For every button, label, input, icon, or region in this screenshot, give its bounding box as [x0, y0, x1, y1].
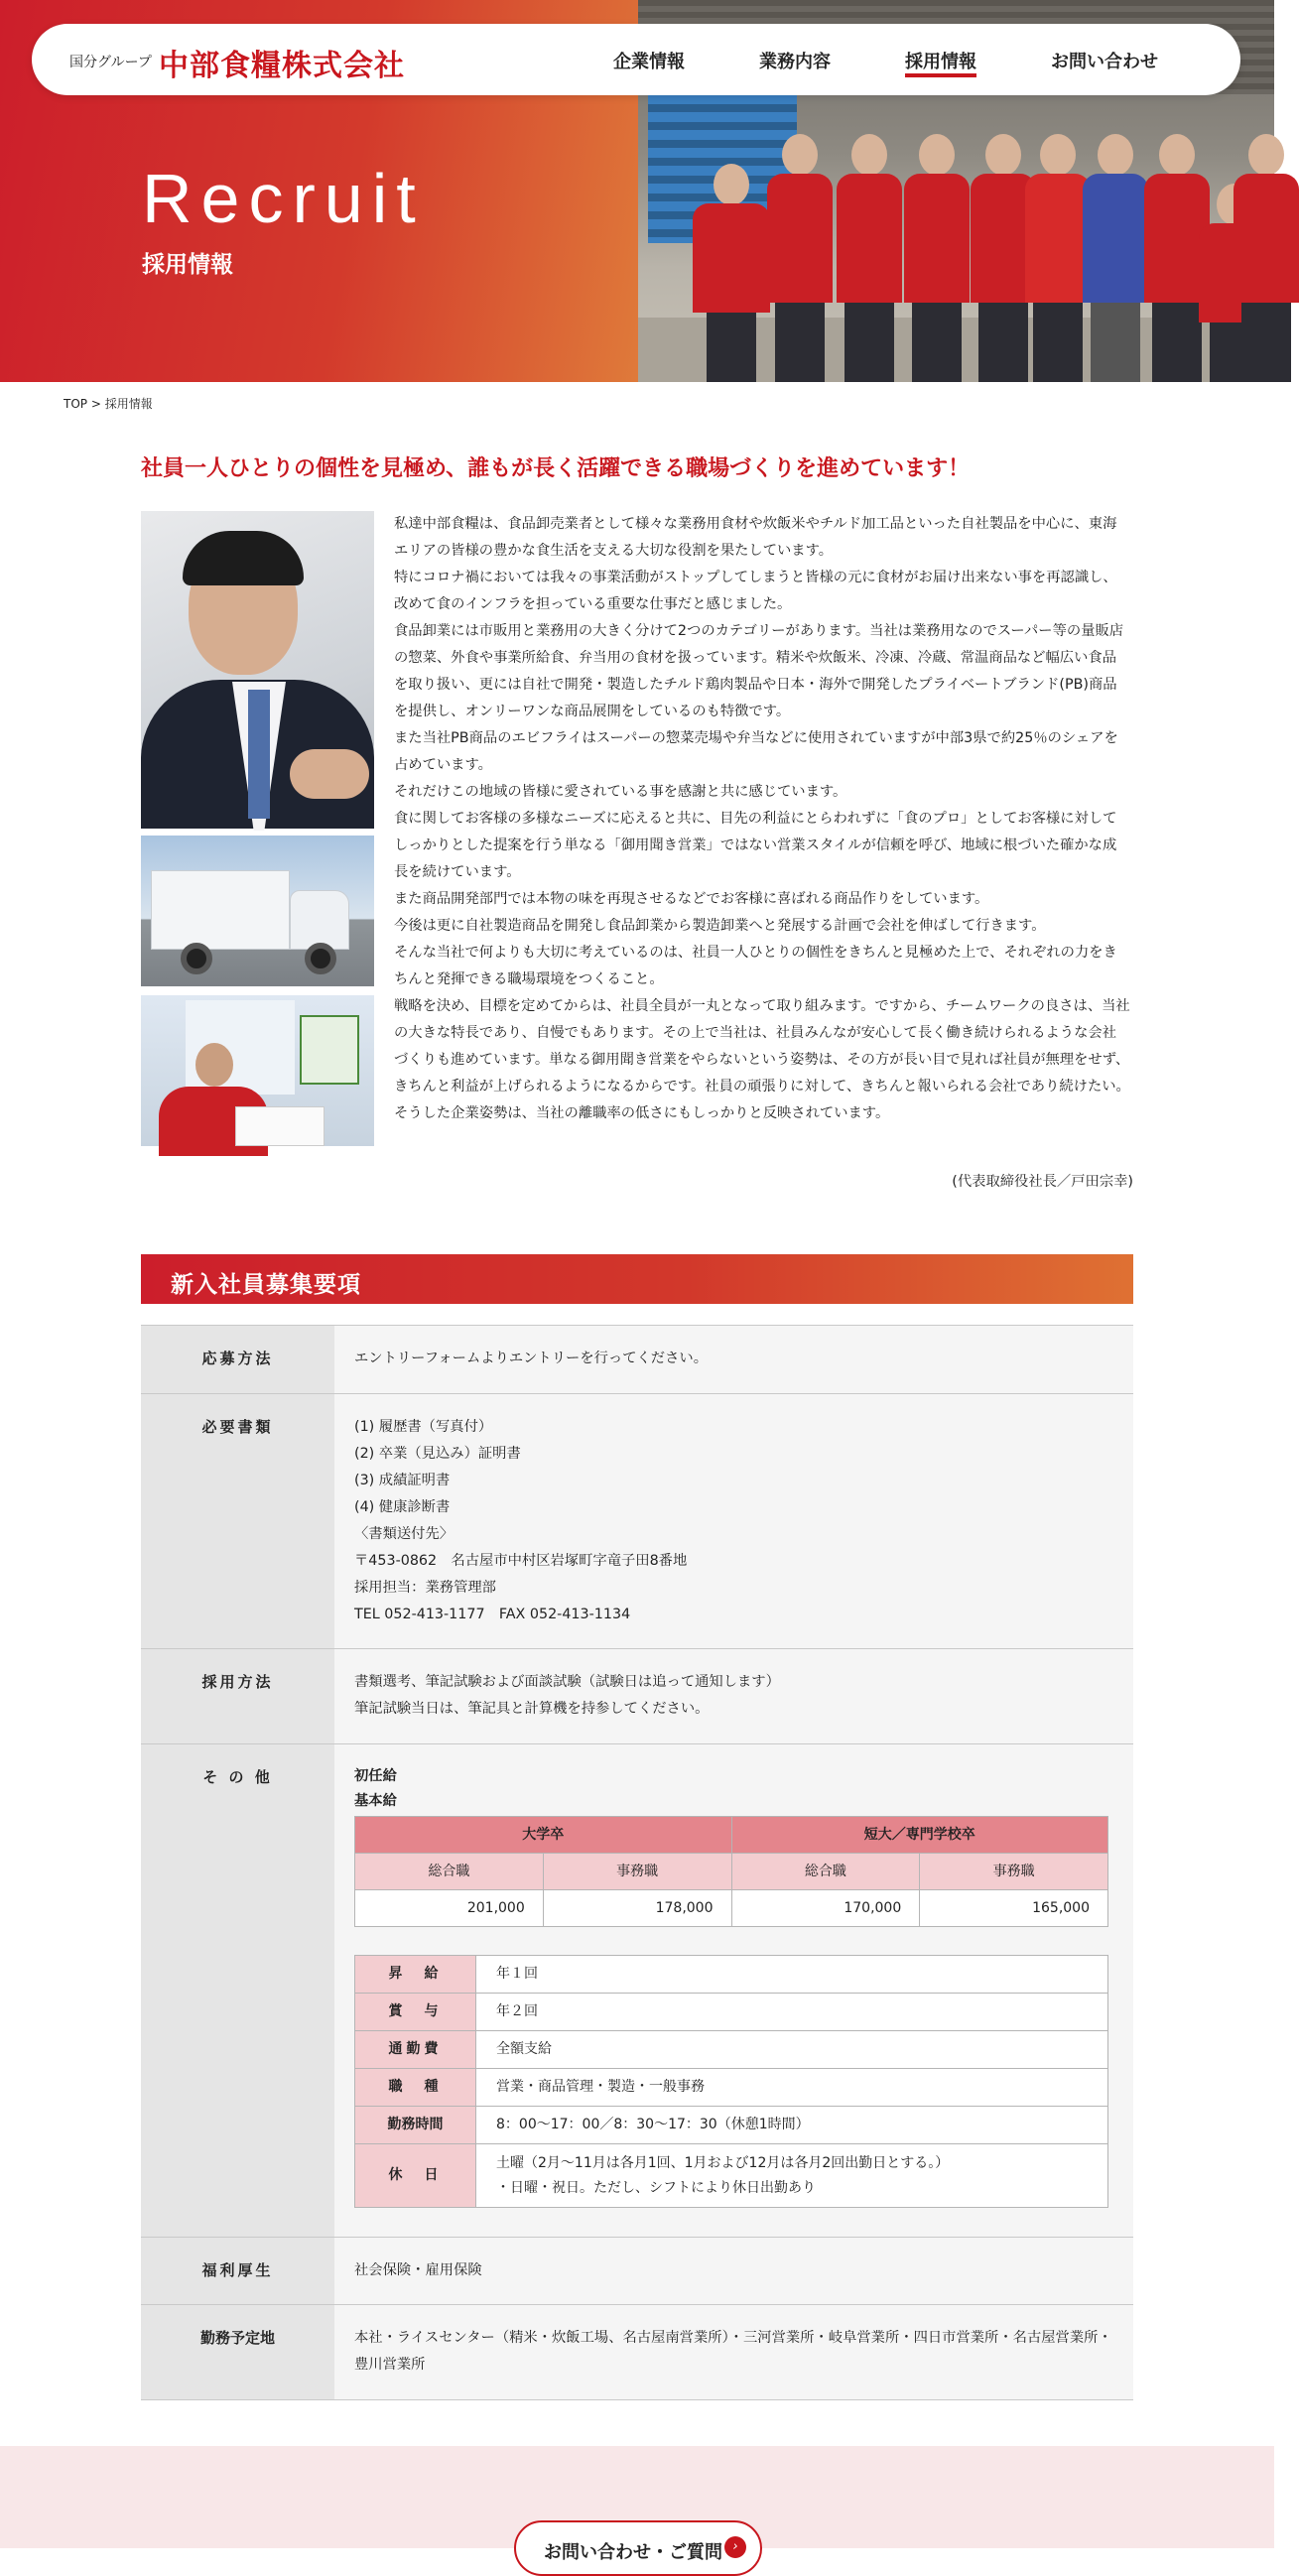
cond-label: 通勤費 [355, 2031, 476, 2069]
row-label: 勤務予定地 [141, 2305, 334, 2399]
message-paragraph: また当社PB商品のエビフライはスーパーの惣菜売場や弁当などに使用されていますが中部3県で約25％のシェアを占めています。 [394, 730, 1118, 773]
nav-contact[interactable]: お問い合わせ [1051, 52, 1158, 72]
row-value [334, 2305, 1133, 2399]
cond-label: 昇 給 [355, 1956, 476, 1994]
company-logo[interactable]: 中部食糧株式会社 [159, 49, 405, 83]
send-to-label: 〈書類送付先〉 [354, 1526, 455, 1542]
salary-table [354, 1816, 1108, 1927]
document-item: (1) 履歴書（写真付） [354, 1419, 493, 1435]
nav-recruit[interactable]: 採用情報 [905, 52, 976, 72]
cond-value: 年２回 [476, 1994, 1108, 2031]
method-line: 書類選考、筆記試験および面談試験（試験日は追って通知します） [354, 1674, 780, 1690]
group-university: 大学卒 [355, 1817, 732, 1854]
breadcrumb [64, 395, 153, 412]
message-paragraph: 戦略を決め、目標を定めてからは、社員全員が一丸となって取り組みます。ですから、チームワークの良さは、当社の大きな特長であり、自慢でもあります。その上で当社は、社員みんなが安心して長く働き続けられるような会社づくりも進めています。単なる御用聞き営業をやらないという姿勢は、その方が長い目で見れば社員が無理をせず、きちんと利益が上げられるようになるからです。社員の頑張りに対して、きちんと報いられる会社であり続けたい。 [394, 998, 1130, 1095]
method-line: 筆記試験当日は、筆記具と計算機を持参してください。 [354, 1701, 710, 1717]
site-header [32, 24, 1240, 95]
row-label: 採用方法 [141, 1649, 334, 1743]
cond-label: 職 種 [355, 2069, 476, 2107]
row-value [334, 2238, 1133, 2304]
salary-value: 178,000 [543, 1890, 731, 1927]
employee-photo [141, 995, 374, 1146]
breadcrumb-separator: > [90, 397, 101, 411]
president-signature: (代表取締役社長／戸田宗幸) [952, 1174, 1133, 1190]
row-value [334, 1326, 1133, 1393]
conditions-table [354, 1955, 1108, 2208]
cond-value [476, 2144, 1108, 2208]
cond-value: 全額支給 [476, 2031, 1108, 2069]
cond-value: 年１回 [476, 1956, 1108, 1994]
message-paragraph: また商品開発部門では本物の味を再現させるなどでお客様に喜ばれる商品作りをしています。 [394, 891, 989, 907]
row-other [141, 1744, 1133, 2238]
row-label: 応募方法 [141, 1326, 334, 1393]
cond-value: 8：00～17：00／8：30～17：30（休憩1時間） [476, 2107, 1108, 2144]
group-name: 国分グループ [69, 55, 152, 70]
message-paragraph: そんな当社で何よりも大切に考えているのは、社員一人ひとりの個性をきちんと見極めた上で、それぞれの力をきちんと発揮できる職場環境をつくること。 [394, 945, 1117, 987]
cond-label: 休 日 [355, 2144, 476, 2208]
message-paragraph: 今後は更に自社製造商品を開発し食品卸業から製造卸業へと発展する計画で会社を伸ばして行きます。 [394, 918, 1046, 934]
starting-pay-title: 初任給 [354, 1768, 397, 1784]
salary-value: 201,000 [355, 1890, 544, 1927]
group-college: 短大／専門学校卒 [731, 1817, 1108, 1854]
row-value [334, 1394, 1133, 1648]
salary-value: 165,000 [920, 1890, 1108, 1927]
base-pay-title: 基本給 [354, 1793, 397, 1809]
row-location [141, 2305, 1133, 2400]
row-label: 必要書類 [141, 1394, 334, 1648]
salary-value: 170,000 [731, 1890, 920, 1927]
nav-active-indicator [905, 73, 976, 77]
message-lead: 社員一人ひとりの個性を見極め、誰もが長く活躍できる職場づくりを進めています！ [141, 456, 971, 481]
message-paragraph: それだけこの地域の皆様に愛されている事を感謝と共に感じています。 [394, 784, 847, 800]
send-to-address: 〒453-0862 名古屋市中村区岩塚町字竜子田8番地 [354, 1553, 688, 1569]
recruit-section-heading [141, 1254, 1133, 1304]
location-text: 本社・ライスセンター（精米・炊飯工場、名古屋南営業所）・三河営業所・岐阜営業所・四日市営業所・名古屋営業所・豊川営業所 [354, 2330, 1112, 2373]
president-message [394, 511, 1130, 1127]
document-item: (2) 卒業（見込み）証明書 [354, 1446, 521, 1462]
send-to-contact: 採用担当：業務管理部 [354, 1580, 496, 1596]
row-welfare [141, 2238, 1133, 2305]
send-to-phone: TEL 052-413-1177 FAX 052-413-1134 [354, 1607, 631, 1622]
breadcrumb-current: 採用情報 [104, 397, 153, 411]
contact-button-label: お問い合わせ・ご質問 [544, 2542, 722, 2563]
job-header: 総合職 [355, 1854, 544, 1890]
recruit-heading-text: 新入社員募集要項 [171, 1272, 361, 1298]
row-value [334, 1649, 1133, 1743]
message-paragraph: 食に関してお客様の多様なニーズに応えると共に、目先の利益にとらわれずに「食のプロ」としてお客様に対してしっかりとした提案を行う単なる「御用聞き営業」ではない営業スタイルが信頼を呼び、地域に根づいた確かな成長を続けています。 [394, 811, 1117, 880]
cond-value: 営業・商品管理・製造・一般事務 [476, 2069, 1108, 2107]
delivery-truck-photo [141, 836, 374, 986]
message-paragraph: そうした企業姿勢は、当社の離職率の低さにもしっかりと反映されています。 [394, 1105, 890, 1121]
job-header: 事務職 [543, 1854, 731, 1890]
recruit-requirements-table [141, 1325, 1133, 2400]
application-text: エントリーフォームよりエントリーを行ってください。 [354, 1351, 708, 1366]
row-selection-method [141, 1649, 1133, 1744]
row-documents [141, 1394, 1133, 1649]
holiday-line: ・日曜・祝日。ただし、シフトにより休日出勤あり [496, 2179, 816, 2196]
arrow-right-icon: › [724, 2536, 746, 2558]
breadcrumb-top-link[interactable]: TOP [64, 397, 88, 411]
row-application [141, 1326, 1133, 1394]
job-header: 事務職 [920, 1854, 1108, 1890]
row-value [334, 1744, 1133, 2237]
holiday-line: 土曜（2月～11月は各月1回、1月および12月は各月2回出勤日とする。） [496, 2154, 950, 2171]
nav-company-info[interactable]: 企業情報 [613, 52, 685, 72]
message-paragraph: 私達中部食糧は、食品卸売業者として様々な業務用食材や炊飯米やチルド加工品といった自社製品を中心に、東海エリアの皆様の豊かな食生活を支える大切な役割を果たしています。 [394, 516, 1117, 559]
row-label: そ の 他 [141, 1744, 334, 2237]
cond-label: 勤務時間 [355, 2107, 476, 2144]
row-label: 福利厚生 [141, 2238, 334, 2304]
nav-business[interactable]: 業務内容 [759, 52, 831, 72]
welfare-text: 社会保険・雇用保険 [354, 2262, 482, 2278]
cond-label: 賞 与 [355, 1994, 476, 2031]
document-item: (3) 成績証明書 [354, 1473, 451, 1488]
document-item: (4) 健康診断書 [354, 1499, 451, 1515]
contact-button[interactable] [514, 2520, 762, 2576]
message-paragraph: 特にコロナ禍においては我々の事業活動がストップしてしまうと皆様の元に食材がお届け出来ない事を再認識し、改めて食のインフラを担っている重要な仕事だと感じました。 [394, 570, 1117, 612]
message-paragraph: 食品卸業には市販用と業務用の大きく分けて2つのカテゴリーがあります。当社は業務用なのでスーパー等の量販店の惣菜、外食や事業所給食、弁当用の食材を扱っています。精米や炊飯米、冷凍、冷蔵、常温商品など幅広い食品を取り扱い、更には自社で開発・製造したチルド鶏肉製品や日本・海外で開発したプライベートブランド(PB)商品を提供し、オンリーワンな商品展開をしているのも特徴です。 [394, 623, 1124, 719]
hero-subtitle: 採用情報 [142, 252, 233, 278]
ceo-photo [141, 511, 374, 823]
job-header: 総合職 [731, 1854, 920, 1890]
hero-title: Recruit [142, 160, 425, 237]
